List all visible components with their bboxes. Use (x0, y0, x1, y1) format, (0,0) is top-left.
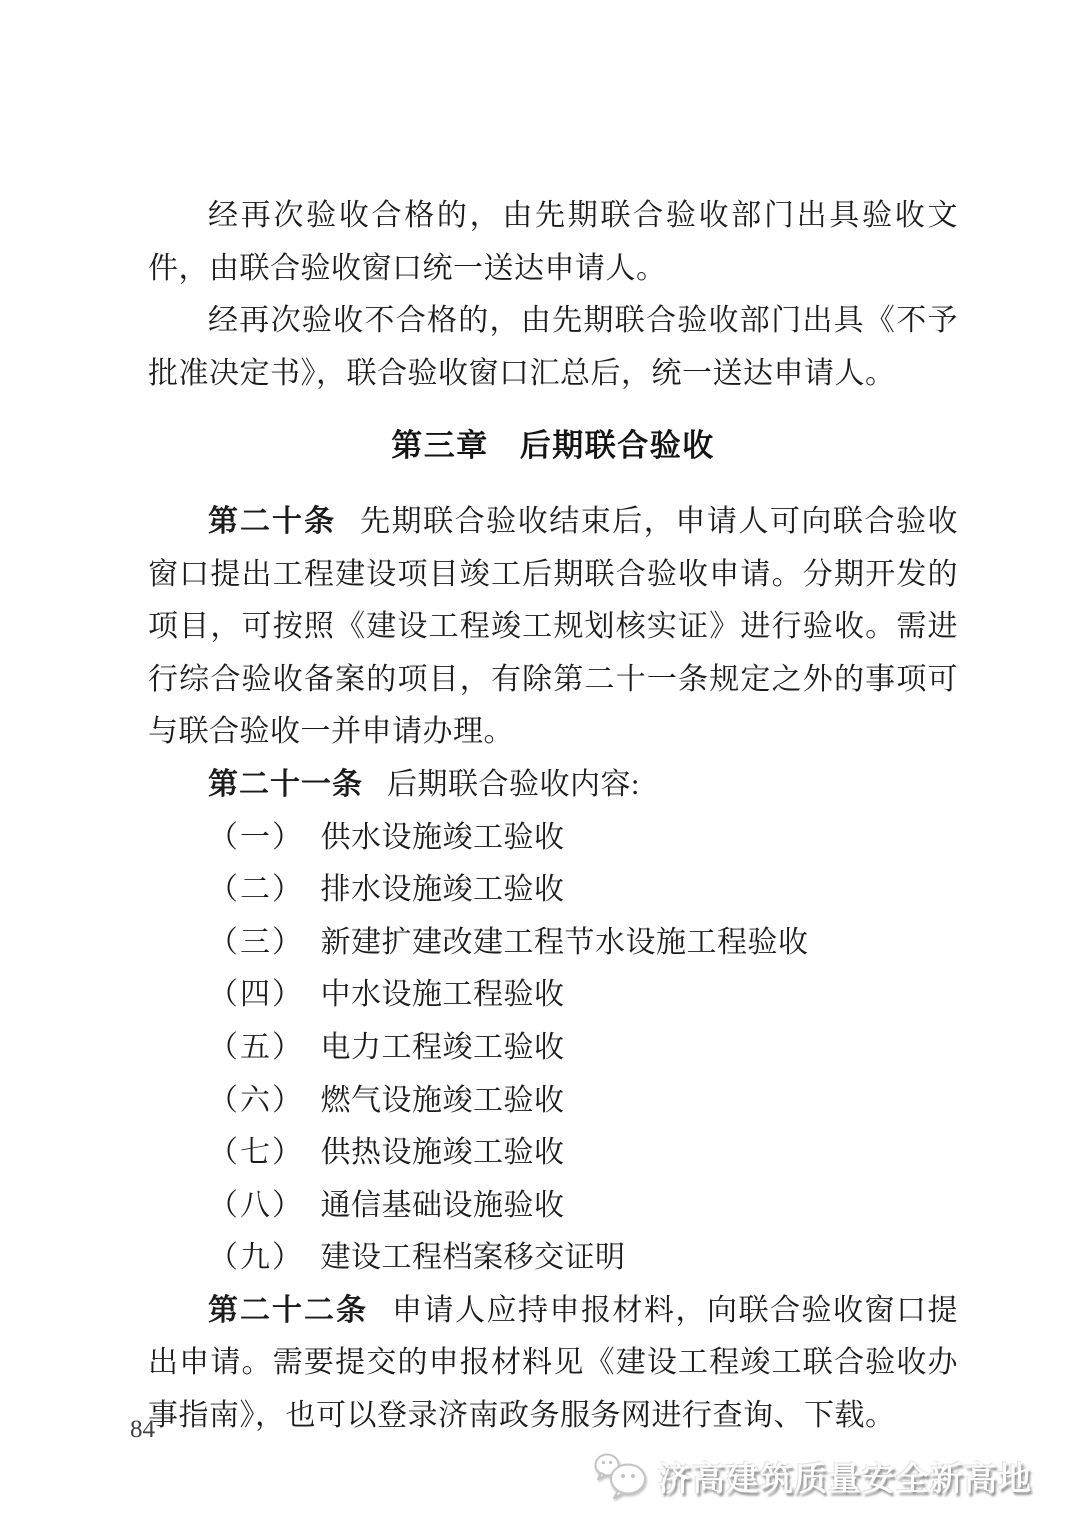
document-content (148, 190, 958, 1443)
article-21-paragraph (148, 759, 958, 812)
list-item-8-text: 通信基础设施验收 (320, 1188, 565, 1222)
list-item-8-label: （八） (208, 1188, 304, 1222)
list-item-1 (148, 812, 958, 865)
list-item-3 (148, 917, 958, 970)
article-20-text: 先期联合验收结束后，申请人可向联合验收窗口提出工程建设项目竣工后期联合验收申请。分期开发的项目，可按照《建设工程竣工规划核实证》进行验收。需进行综合验收备案的项目，有除第二十一条规定之外的事项可与联合验收一并申请办理。 (148, 504, 959, 749)
list-item-6 (148, 1075, 958, 1128)
list-item-5-label: （五） (208, 1030, 304, 1064)
list-item-1-label: （一） (208, 820, 304, 854)
list-item-7-text: 供热设施竣工验收 (320, 1136, 565, 1170)
article-22-term: 第二十二条 (208, 1293, 368, 1327)
list-item-2 (148, 864, 958, 917)
chapter-heading (148, 420, 958, 473)
article-20-paragraph (148, 496, 958, 759)
list-item-4-label: （四） (208, 978, 304, 1012)
article-21-term: 第二十一条 (208, 767, 363, 801)
intro-paragraph-2 (148, 295, 958, 400)
intro-paragraph-1-text: 经再次验收合格的，由先期联合验收部门出具验收文件，由联合验收窗口统一送达申请人。 (148, 199, 958, 285)
intro-paragraph-1 (148, 190, 958, 295)
list-item-5-text: 电力工程竣工验收 (320, 1030, 565, 1064)
wechat-icon (592, 1450, 650, 1502)
watermark-text: 济高建筑质量安全新高地 (658, 1459, 1032, 1497)
list-item-7-label: （七） (208, 1136, 304, 1170)
chapter-title: 后期联合验收 (519, 428, 715, 464)
list-item-9-text: 建设工程档案移交证明 (320, 1241, 626, 1275)
list-item-6-text: 燃气设施竣工验收 (320, 1083, 565, 1117)
list-item-9-label: （九） (208, 1241, 304, 1275)
list-item-9 (148, 1232, 958, 1285)
list-item-5 (148, 1022, 958, 1075)
chapter-number: 第三章 (391, 428, 489, 464)
list-item-7 (148, 1127, 958, 1180)
article-20-term: 第二十条 (208, 504, 337, 538)
list-item-8 (148, 1180, 958, 1233)
list-item-2-text: 排水设施竣工验收 (320, 873, 565, 907)
article-22-paragraph (148, 1285, 958, 1443)
list-item-6-label: （六） (208, 1083, 304, 1117)
list-item-1-text: 供水设施竣工验收 (320, 820, 565, 854)
article-22-text: 申请人应持申报材料，向联合验收窗口提出申请。需要提交的申报材料见《建设工程竣工联合验收办事指南》，也可以登录济南政务服务网进行查询、下载。 (148, 1293, 958, 1433)
watermark (592, 1450, 1032, 1502)
list-item-3-text: 新建扩建改建工程节水设施工程验收 (320, 925, 809, 959)
intro-paragraph-2-text: 经再次验收不合格的，由先期联合验收部门出具《不予批准决定书》，联合验收窗口汇总后，统一送达申请人。 (148, 304, 958, 390)
list-item-4-text: 中水设施工程验收 (320, 978, 565, 1012)
list-item-4 (148, 969, 958, 1022)
article-21-text: 后期联合验收内容: (387, 767, 640, 801)
list-item-2-label: （二） (208, 873, 304, 907)
list-item-3-label: （三） (208, 925, 304, 959)
page-number: 84 (130, 1416, 155, 1443)
